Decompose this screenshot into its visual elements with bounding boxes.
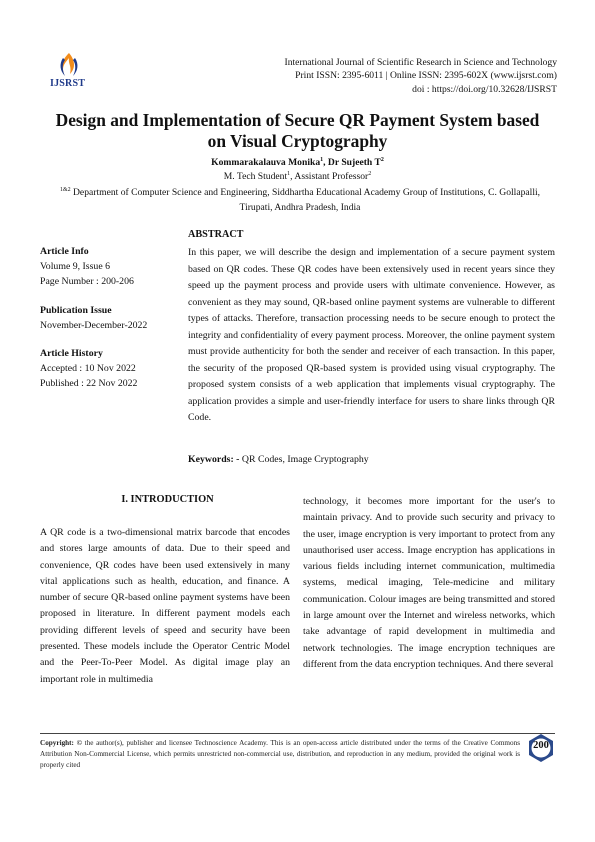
article-volume: Volume 9, Issue 6 <box>40 261 111 273</box>
page-number-badge <box>527 733 555 763</box>
introduction-column-1: A QR code is a two-dimensional matrix barcode that encodes and stores large amounts of data. Due to their speed and convenience, QR codes have been used extensively in many vital applications such as health, education, and finance. A number of secure QR-based online payment systems have been proposed in literature. In different payment models each providing different levels of speed and security have been presented. These models include the Operator Centric Model and the Peer-To-Peer Model. As digital image play an important role in multimedia <box>40 527 290 685</box>
affiliation-sup: 1&2 <box>59 187 71 193</box>
logo-text: IJSRST <box>50 78 86 89</box>
journal-header <box>285 56 557 96</box>
publication-issue: November-December-2022 <box>40 319 148 331</box>
role-1-sup: 1 <box>287 171 291 177</box>
affiliation <box>40 183 560 215</box>
author-separator: , <box>323 157 328 169</box>
keywords-list: QR Codes, Image Cryptography <box>239 454 369 465</box>
accepted-date: Accepted : 10 Nov 2022 <box>40 363 136 375</box>
role-separator: , <box>290 171 295 183</box>
role-2-sup: 2 <box>368 171 372 177</box>
published-date: Published : 22 Nov 2022 <box>40 378 138 390</box>
paper-title <box>30 110 565 152</box>
publication-issue-heading: Publication Issue <box>40 304 112 316</box>
author-1-sup: 1 <box>320 157 324 163</box>
role-2: Assistant Professor <box>294 171 369 183</box>
role-1: M. Tech Student <box>223 171 288 183</box>
page-number: 200 <box>533 740 549 751</box>
author-2-sup: 2 <box>380 157 384 163</box>
journal-issn: Print ISSN: 2395-6011 | Online ISSN: 2395-602X (www.ijsrst.com) <box>295 70 557 82</box>
footer-divider <box>40 733 555 734</box>
abstract-heading: ABSTRACT <box>188 229 244 240</box>
copyright-text: the author(s), publisher and licensee Technoscience Academy. This is an open-access article distributed under the terms of the Creative Commons Attribution Non-Commercial License, which permits unrestricted non-commercial use, distribution, and reproduction in any medium, provided the original work is properly cited <box>40 739 521 770</box>
copyright-label: Copyright: © <box>40 739 82 747</box>
article-history-heading: Article History <box>40 348 103 360</box>
article-info-heading: Article Info <box>40 246 89 257</box>
title-line-1: Design and Implementation of Secure QR Payment System based <box>55 110 540 130</box>
author-2: Dr Sujeeth T <box>327 157 381 169</box>
keywords <box>188 454 369 465</box>
introduction-heading: I. INTRODUCTION <box>121 494 214 505</box>
abstract-text: In this paper, we will describe the design and implementation of a secure payment system based on QR codes. These QR codes have been extensively used in recent years since they speed up the payment process and provide users with ultimate convenience. However, as convenient as they may sound, QR-based online payment systems are vulnerable to different types of attacks. Therefore, transaction processing needs to be secure enough to protect the integrity and confidentiality of every payment process. Moreover, the online payment system must provide authenticity for both the sender and receiver of each transaction. In this paper, the security of the proposed QR-based system is provided using visual cryptography. The proposed system consists of a web application that implements visual cryptography. The application provides a simple and user-friendly interface for users to share links through QR Code. <box>188 247 555 423</box>
introduction-column-2: technology, it becomes more important for the user's to maintain privacy. And to provide such security and privacy to the user, image encryption is very important to protect from any unauthorised user access. Image encryption has applications in various fields including internet communication, multimedia systems, medical imaging, Tele-medicine and military communication. Colour images are being transmitted and stored in large amount over the Internet and wireless networks, which take advantage of rapid development in multimedia and network technologies. The image encryption techniques are different from the data encryption techniques. And there several <box>303 496 555 670</box>
article-pages: Page Number : 200-206 <box>40 276 134 288</box>
article-info <box>40 244 180 392</box>
keywords-label: Keywords: - <box>188 454 240 465</box>
author-roles <box>30 171 565 182</box>
affiliation-text-1: Department of Computer Science and Engineering, Siddhartha Educational Academy Group of Institutions, C. Gollapalli, <box>70 187 541 199</box>
title-line-2: on Visual Cryptography <box>207 131 388 151</box>
journal-logo <box>46 52 98 92</box>
journal-name: International Journal of Scientific Research in Science and Technology <box>284 57 557 68</box>
journal-doi: doi : https://doi.org/10.32628/IJSRST <box>412 83 557 95</box>
author-list <box>30 157 565 168</box>
copyright-footer <box>40 738 520 772</box>
affiliation-line-2: Tirupati, Andhra Pradesh, India <box>239 201 361 213</box>
flame-logo-icon <box>56 52 82 78</box>
author-1: Kommarakalauva Monika <box>211 157 321 169</box>
affiliation-line-1 <box>40 183 560 201</box>
